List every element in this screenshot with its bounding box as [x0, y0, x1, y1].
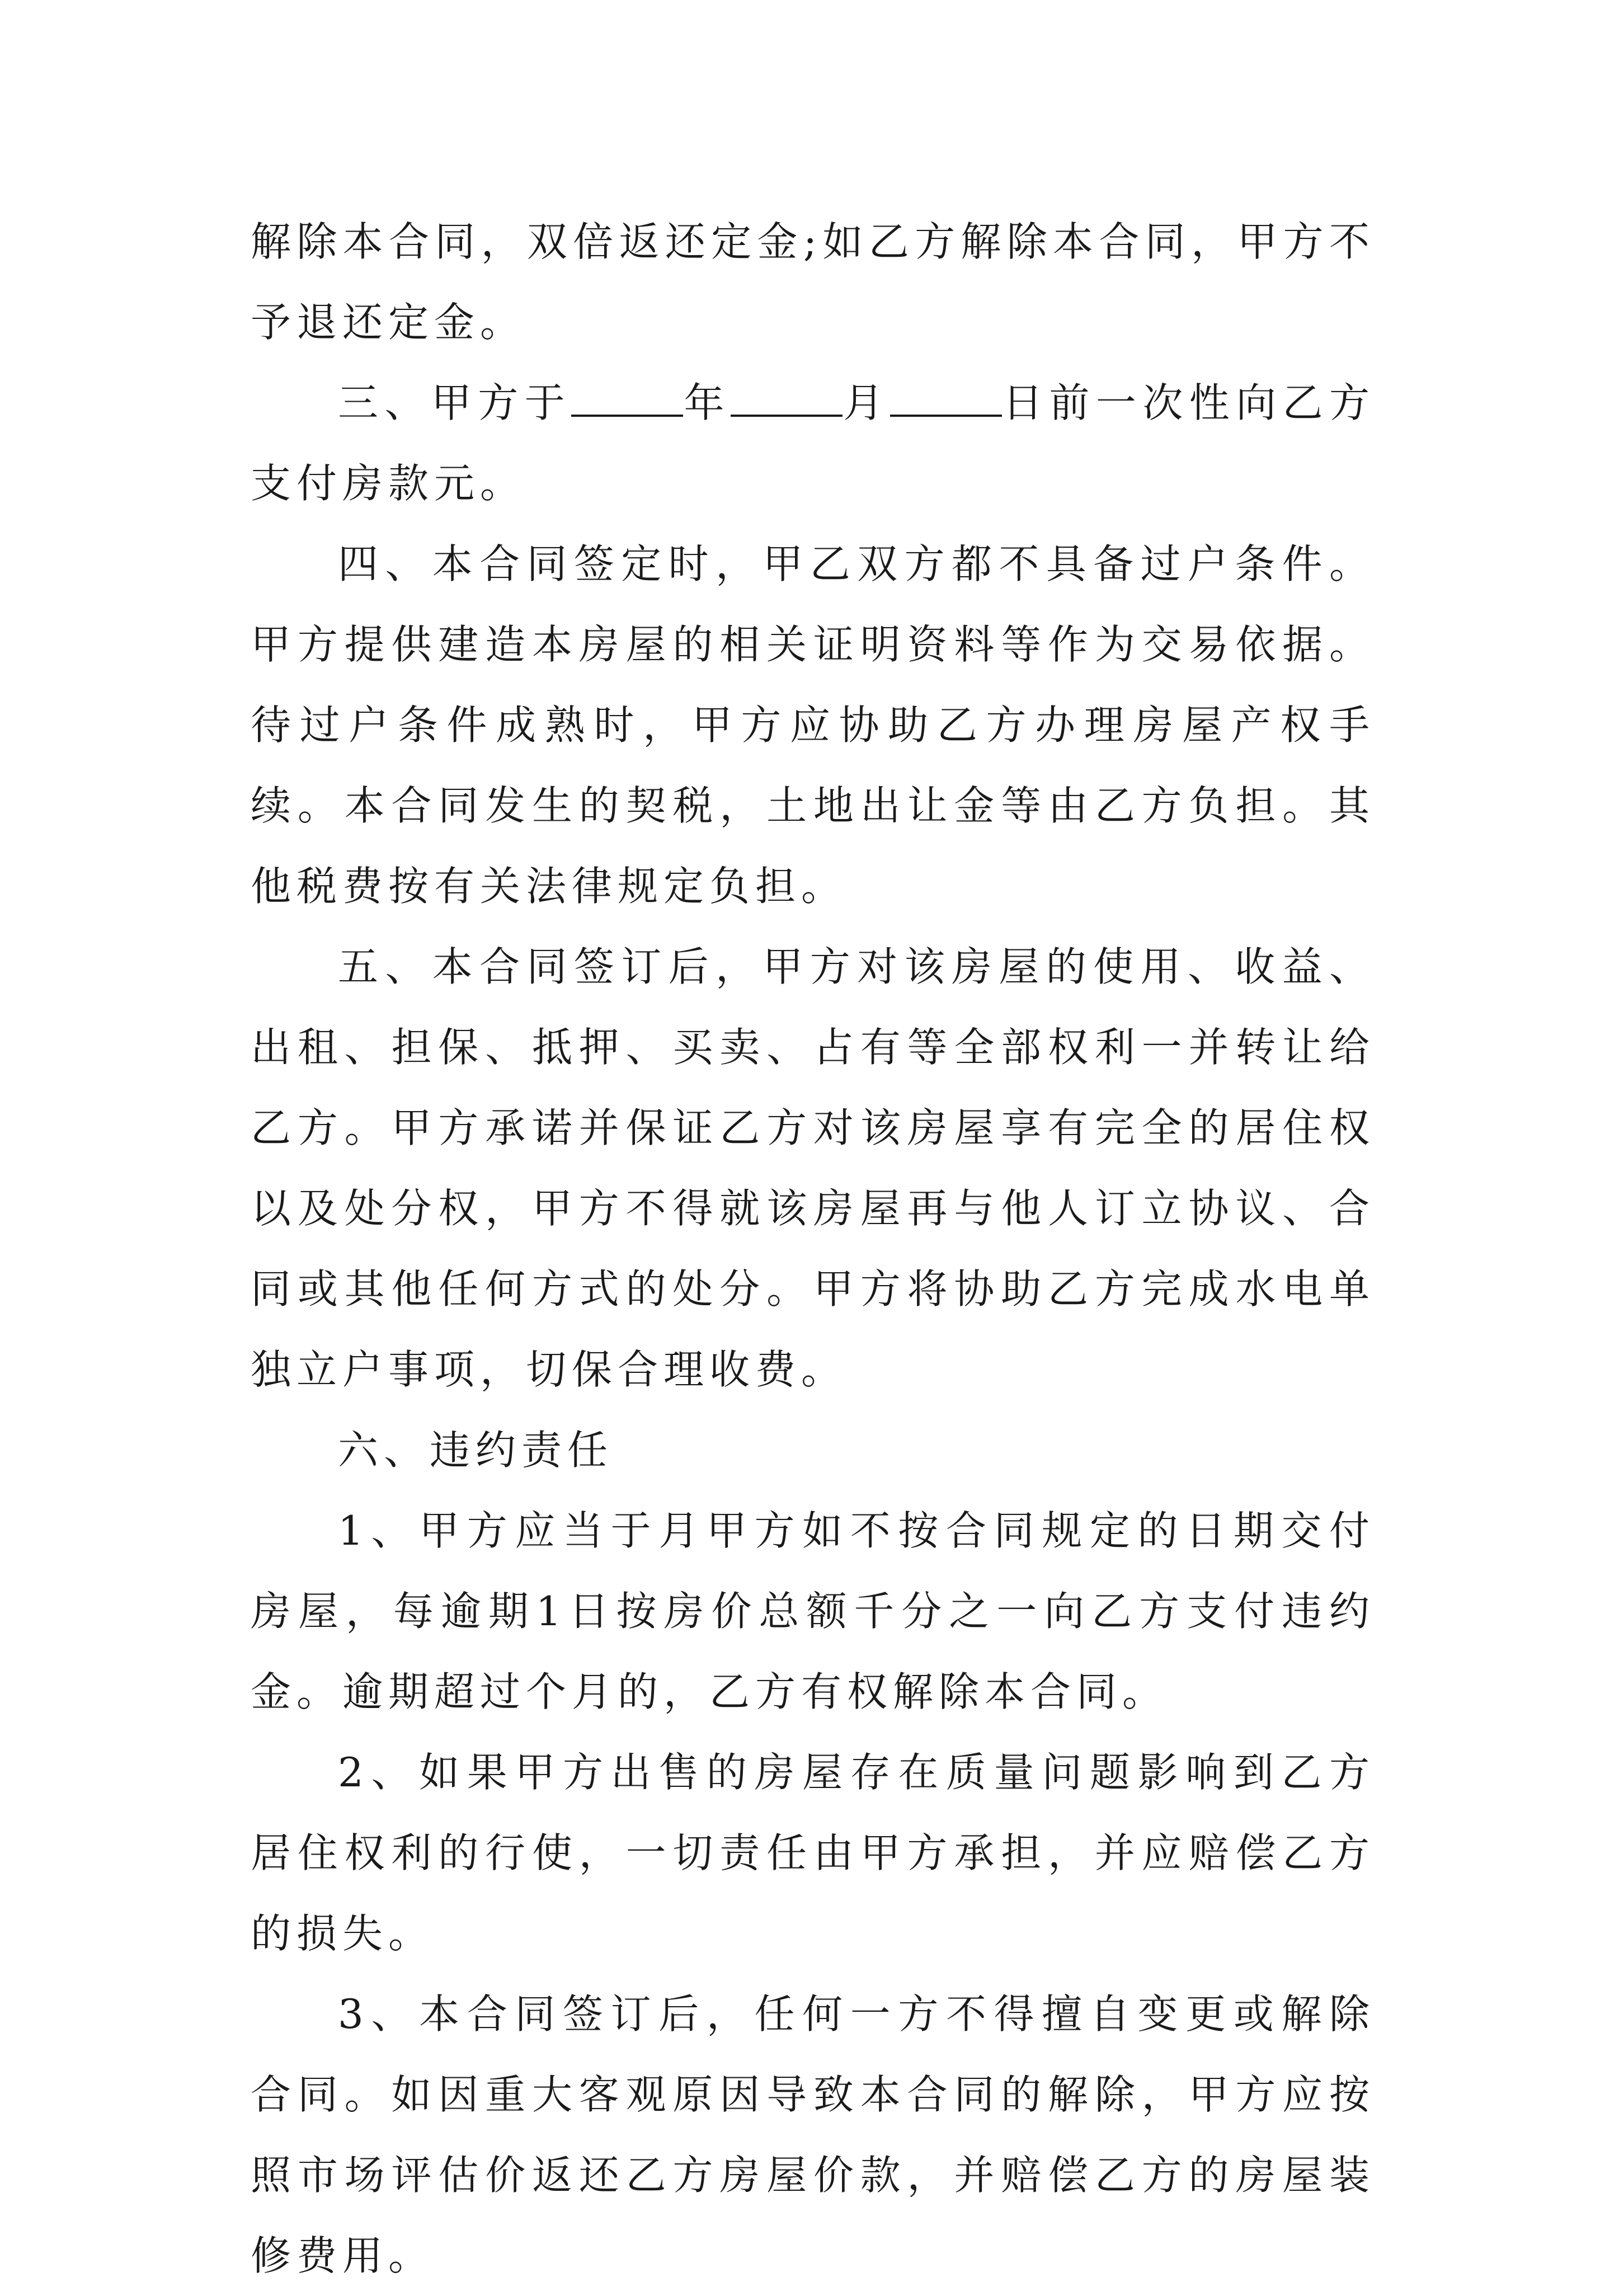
- paragraph-clause-4: 四、本合同签定时，甲乙双方都不具备过户条件。甲方提供建造本房屋的相关证明资料等作为交易依据。待过户条件成熟时，甲方应协助乙方办理房屋产权手续。本合同发生的契税，土地出让金等由乙方负担。其他税费按有关法律规定负担。: [251, 540, 1375, 910]
- paragraph-clause-6-3: 3、本合同签订后，任何一方不得擅自变更或解除合同。如因重大客观原因导致本合同的解除，甲方应按照市场评估价返还乙方房屋价款，并赔偿乙方的房屋装修费用。: [251, 1991, 1375, 2279]
- day-blank: [890, 379, 1002, 417]
- paragraph-continuation: 解除本合同，双倍返还定金;如乙方解除本合同，甲方不予退还定金。: [251, 218, 1375, 346]
- paragraph-clause-6-2: 2、如果甲方出售的房屋存在质量问题影响到乙方居住权利的行使，一切责任由甲方承担，并应赔偿乙方的损失。: [251, 1749, 1375, 1957]
- paragraph-clause-6-heading: 六、违约责任: [338, 1427, 614, 1474]
- clause-3-suffix: 日前一次性向乙方支付房款元。: [251, 379, 1375, 507]
- year-blank: [571, 379, 683, 417]
- month-blank: [731, 379, 843, 417]
- clause-3-year-label: 年: [683, 379, 731, 426]
- document-body: [251, 201, 1375, 2296]
- paragraph-clause-5: 五、本合同签订后，甲方对该房屋的使用、收益、出租、担保、抵押、买卖、占有等全部权利一并转让给乙方。甲方承诺并保证乙方对该房屋享有完全的居住权以及处分权，甲方不得就该房屋再与他人订立协议、合同或其他任何方式的处分。甲方将协助乙方完成水电单独立户事项，切保合理收费。: [251, 943, 1375, 1393]
- paragraph-clause-6-1: 1、甲方应当于月甲方如不按合同规定的日期交付房屋，每逾期1日按房价总额千分之一向乙方支付违约金。逾期超过个月的，乙方有权解除本合同。: [251, 1507, 1375, 1715]
- paragraph-clause-3: [251, 363, 1375, 524]
- clause-3-prefix: 三、甲方于: [338, 379, 572, 426]
- clause-3-month-label: 月: [842, 379, 890, 426]
